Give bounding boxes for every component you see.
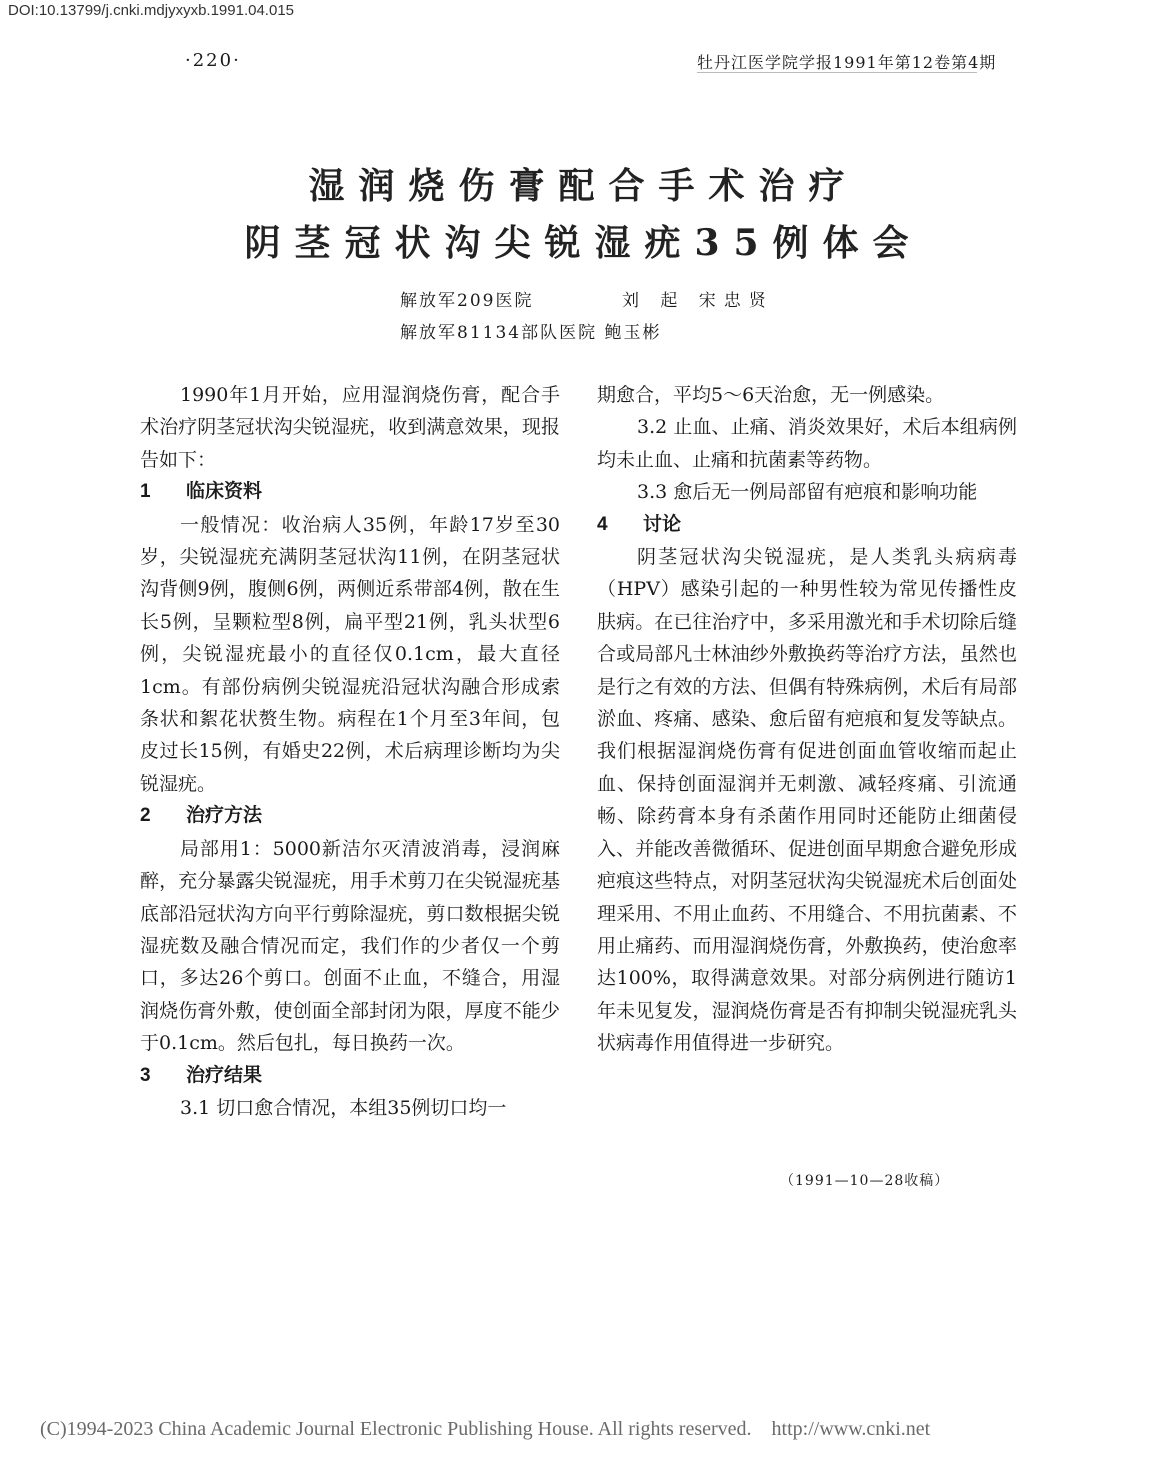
authors-1: 刘 起 宋忠贤 (622, 291, 774, 311)
section-3-3-text: 3.3 愈后无一例局部留有疤痕和影响功能 (637, 481, 978, 504)
title-line-1: 湿润烧伤膏配合手术治疗 (308, 165, 859, 207)
section-3-1-continued: 期愈合，平均5～6天治愈，无一例感染。 (597, 384, 945, 406)
left-column (140, 379, 560, 1124)
section-2-heading (140, 800, 560, 832)
section-1-text: 一般情况：收治病人35例，年龄17岁至30岁，尖锐湿疣充满阴茎冠状沟11例，在阴茎冠状沟背侧9例，腹侧6例，两侧近系带部4例，散在生长5例，呈颗粒型8例，扁平型21例，乳头状型6例，尖锐湿疣最小的直径仅0.1cm，最大直径1cm。有部份病例尖锐湿疣沿冠状沟融合形成索条状和絮花状赘生物。病程在1个月至3年间，包皮过长15例，有婚史22例，术后病理诊断均为尖锐湿疣。 (140, 513, 560, 795)
right-column (597, 379, 1017, 1060)
affiliation-2: 解放军81134部队医院 鲍玉彬 (400, 323, 662, 343)
cnki-url: http://www.cnki.net (771, 1418, 931, 1440)
section-1-number: 1 (140, 481, 151, 503)
section-4-text: 阴茎冠状沟尖锐湿疣，是人类乳头病病毒（HPV）感染引起的一种男性较为常见传播性皮肤病。在已往治疗中，多采用激光和手术切除后缝合或局部凡士林油纱外敷换药等治疗方法，虽然也是行之有效的方法、但偶有特殊病例，术后有局部淤血、疼痛、感染、愈后留有疤痕和复发等缺点。我们根据湿润烧伤膏有促进创面血管收缩而起止血、保持创面湿润并无刺激、减轻疼痛、引流通畅、除药膏本身有杀菌作用同时还能防止细菌侵入、并能改善微循环、促进创面早期愈合避免形成疤痕这些特点，对阴茎冠状沟尖锐湿疣术后创面处理采用、不用止血药、不用缝合、不用抗菌素、不用止痛药、而用湿润烧伤膏，外敷换药，使治愈率达100%，取得满意效果。对部分病例进行随访1年未见复发，湿润烧伤膏是否有抑制尖锐湿疣乳头状病毒作用值得进一步研究。 (597, 546, 1017, 1055)
header-rule (697, 72, 977, 73)
section-1-heading (140, 476, 560, 508)
doi-header: DOI:10.13799/j.cnki.mdjyxyxb.1991.04.015 (8, 2, 295, 19)
received-date: （1991—10—28收稿） (780, 1173, 950, 1189)
section-2-text: 局部用1：5000新洁尔灭清波消毒，浸润麻醉，充分暴露尖锐湿疣，用手术剪刀在尖锐湿疣基底部沿冠状沟方向平行剪除湿疣，剪口数根据尖锐湿疣数及融合情况而定，我们作的少者仅一个剪口，多达26个剪口。创面不止血，不缝合，用湿润烧伤膏外敷，使创面全部封闭为限，厚度不能少于0.1cm。然后包扎，每日换药一次。 (140, 837, 560, 1055)
copyright-footer (40, 1418, 930, 1441)
intro-paragraph: 1990年1月开始，应用湿润烧伤膏，配合手术治疗阴茎冠状沟尖锐湿疣，收到满意效果，现报告如下： (140, 384, 560, 471)
section-3-title: 治疗结果 (186, 1064, 263, 1086)
journal-header: 牡丹江医学院学报1991年第12卷第4期 (697, 53, 997, 72)
section-4-number: 4 (597, 513, 608, 535)
affiliation-1: 解放军209医院 (400, 291, 534, 311)
section-2-number: 2 (140, 805, 151, 827)
copyright-text: (C)1994-2023 China Academic Journal Electronic Publishing House. All rights reserved. (40, 1418, 752, 1440)
section-4-title: 讨论 (643, 513, 682, 535)
title-line-2: 阴茎冠状沟尖锐湿疣35例体会 (244, 222, 923, 264)
section-3-heading (140, 1060, 560, 1092)
page-number: ·220· (185, 50, 241, 71)
section-4-heading (597, 509, 1017, 541)
section-3-1-text: 3.1 切口愈合情况，本组35例切口均一 (180, 1096, 507, 1119)
section-3-number: 3 (140, 1064, 151, 1086)
section-3-2-text: 3.2 止血、止痛、消炎效果好，术后本组病例均未止血、止痛和抗菌素等药物。 (597, 416, 1017, 471)
section-1-title: 临床资料 (186, 481, 263, 503)
section-2-title: 治疗方法 (186, 805, 263, 827)
